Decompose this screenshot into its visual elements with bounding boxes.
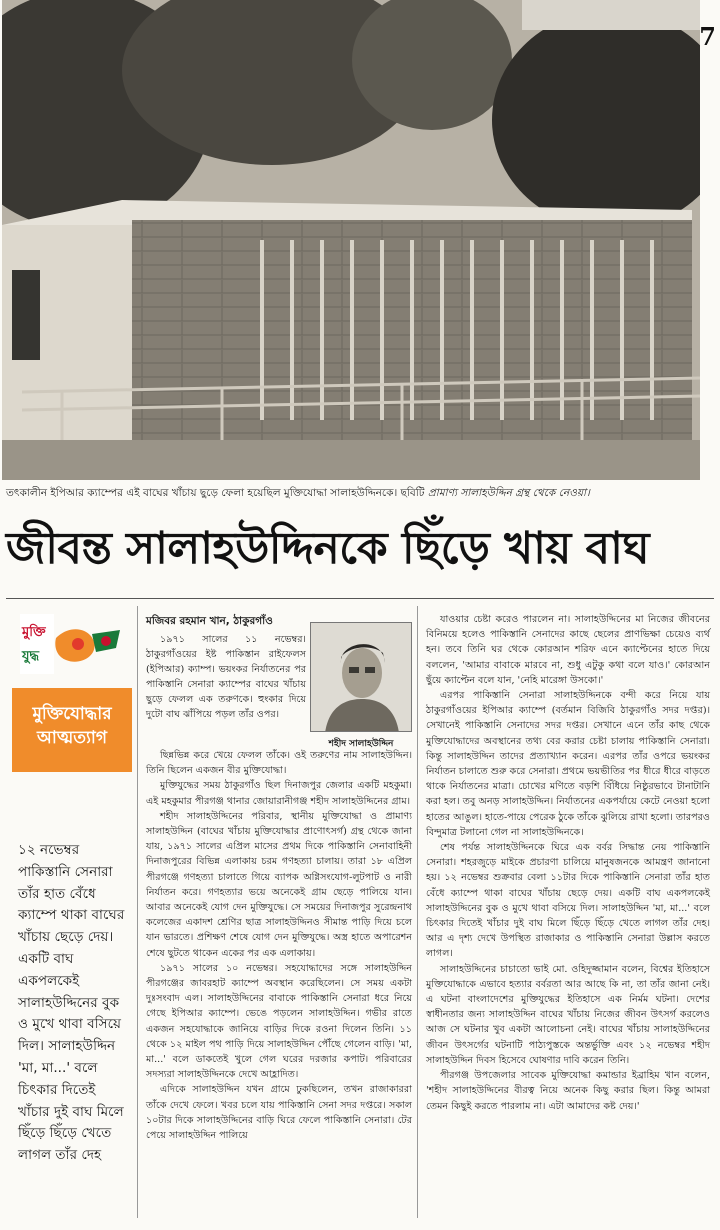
paragraph: এদিকে সালাহউদ্দিন যখন গ্রামে ঢুকছিলেন, তখন রাজাকাররা তাঁকে দেখে ফেলে। খবর চলে যায় পাকিস্তানি সেনা সদর দপ্তরে। সকাল ১০টার দিকে সালাহউদ্দিনের বাড়ি ঘিরে ফেলে পাকিস্তানি সেনারা। টের পেয়ে সালাহউদ্দিন পালিয়ে xyxy=(146,1084,412,1142)
divider xyxy=(6,598,714,599)
page-number: 7 xyxy=(699,22,716,51)
paragraph: মুক্তিযুদ্ধের সময় ঠাকুরগাঁও ছিল দিনাজপুর জেলার একটি মহকুমা। এই মহকুমার পীরগঞ্জ থানার জোয়ারানীগঞ্জ শহীদ সালাহউদ্দিনের গ্রাম। xyxy=(146,780,412,807)
logo-graphic xyxy=(20,614,132,678)
portrait-photo xyxy=(310,622,412,732)
photo-caption xyxy=(6,486,712,500)
headline-block xyxy=(6,508,714,590)
portrait-illustration xyxy=(311,623,412,732)
svg-text:মুক্তি: মুক্তি xyxy=(22,625,46,640)
caption-source: প্রামাণ্য সালাহউদ্দিন গ্রন্থ থেকে নেওয়া। xyxy=(427,487,590,499)
paragraph: শহীদ সালাহউদ্দিনের পরিবার, স্থানীয় মুক্তিযোদ্ধা ও প্রামাণ্য সালাহউদ্দিন (বাঘের খাঁচায় মুক্তিযোদ্ধার প্রাণোৎসর্গ) গ্রন্থ থেকে জানা যায়, ১৯৭১ সালের এপ্রিল মাসের প্রথম দিকে পাকিস্তানি সেনাবাহিনী দিনাজপুরের বিভিন্ন এলাকায় চরম গণহত্যা চালায়। তারা ১৮ এপ্রিল পীরগঞ্জে গণহত্যা চালাতে গিয়ে ব্যাপক অগ্নিসংযোগ-লুটপাট ও নারী নির্যাতন করে। গণহত্যার ভয়ে অনেকেই গ্রাম ছেড়ে পালিয়ে যান। আবার অনেকেই যোগ দেন মুক্তিযুদ্ধে। সে সময়ের দিনাজপুর সুরেন্দ্রনাথ কলেজের একাদশ শ্রেণির ছাত্র সালাহউদ্দিনও সীমান্ত পাড়ি দিয়ে চলে যান ভারতে। প্রশিক্ষণ শেষে যোগ দেন মুক্তিযুদ্ধে। অস্ত্র হাতে অপারেশন শেষে ছুটতে থাকেন একের পর এক এলাকায়। xyxy=(146,810,412,959)
tiger-cage-photo xyxy=(2,0,700,480)
portrait-caption: শহীদ সালাহউদ্দিন xyxy=(328,739,394,749)
badge-line-2: আত্মত্যাগ xyxy=(37,728,107,748)
paragraph: ছিন্নভিন্ন করে খেয়ে ফেলল তাঁকে। ওই তরুণের নাম সালাহউদ্দিন। তিনি ছিলেন একজন বীর মুক্তিযোদ্ধা। xyxy=(146,750,412,777)
muktijuddho-logo xyxy=(20,614,132,678)
paragraph: সালাহউদ্দিনের চাচাতো ভাই মো. ওহিদুজ্জামান বলেন, বিশ্বের ইতিহাসে মুক্তিযোদ্ধাকে এভাবে হত্যার বর্বরতা আর আছে কি না, তা তাঁর জানা নেই। এ ঘটনা বাংলাদেশের মুক্তিযুদ্ধের ইতিহাসে এক নির্মম ঘটনা। দেশের স্বাধীনতার জন্য সালাহউদ্দিন বাঘের খাঁচায় নিজের জীবন উৎসর্গ করলেও আজ সে ঘটনার খুব একটা আলোচনা নেই। বাঘের খাঁচায় সালাহউদ্দিনের জীবন উৎসর্গের ঘটনাটি পাঠ্যপুস্তকে অন্তর্ভুক্তি এবং ১২ নভেম্বর শহীদ সালাহউদ্দিন দিবস হিসেবে ঘোষণার দাবি করেন তিনি। xyxy=(426,963,710,1066)
paragraph: ১৯৭১ সালের ১১ নভেম্বর। ঠাকুরগাঁওয়ের ইষ্ট পাকিস্তান রাইফেলস (ইপিআর) ক্যাম্প। ভয়ংকর নির্যাতনের পর পাকিস্তানি সেনারা ক্যাম্পের বাঘের খাঁচায় ছুড়ে ফেলল এক তরুণকে। হুংকার দিয়ে দুটো বাঘ ঝাঁপিয়ে পড়ল তাঁর ওপর। xyxy=(146,634,306,720)
article-column-1 xyxy=(146,748,412,1143)
column-divider xyxy=(417,606,418,1218)
headline: জীবন্ত সালাহউদ্দিনকে ছিঁড়ে খায় বাঘ xyxy=(6,523,650,574)
paragraph: ১৯৭১ সালের ১০ নভেম্বর। সহযোদ্ধাদের সঙ্গে সালাহউদ্দিন পীরগঞ্জের জাবরহাট ক্যাম্পে অবস্থান করেছিলেন। সে সময় একটা দুঃসংবাদ এল। সালাহউদ্দিনের বাবাকে পাকিস্তানি সেনারা ধরে নিয়ে গেছে ইপিআর ক্যাম্পে। ভেঙে পড়লেন সালাহউদ্দিন। গভীর রাতে একজন সহযোদ্ধাকে জানিয়ে বাড়ির দিকে রওনা দিলেন তিনি। ১১ থেকে ১২ মাইল পথ পাড়ি দিয়ে সালাহউদ্দিন পৌঁছে গেলেন বাড়ি। 'মা, মা...' বলে ডাকতেই খুলে গেল ঘরের দরজার কপাট। পরিবারের সদস্যরা সালাহউদ্দিনকে দেখে আহ্লাদিত। xyxy=(146,962,412,1081)
section-badge xyxy=(12,688,132,772)
article-intro xyxy=(146,632,306,722)
paragraph: শেষ পর্যন্ত সালাহউদ্দিনকে ঘিরে এক বর্বর সিদ্ধান্ত নেয় পাকিস্তানি সেনারা। শহরজুড়ে মাইকে প্রচারণা চালিয়ে মানুষজনকে আমন্ত্রণ জানানো হয়। ১২ নভেম্বর শুক্রবার বেলা ১১টার দিকে পাকিস্তানি সেনারা তাঁর হাত বেঁধে ক্যাম্পে থাকা বাঘের খাঁচায় ছেড়ে দেয়। একটি বাঘ একপলকেই সালাহউদ্দিনের বুক ও মুখে থাবা বসিয়ে দিল। সালাহউদ্দিন 'মা, মা...' বলে চিৎকার দিতেই খাঁচার দুই বাঘ মিলে ছিঁড়ে ছিঁড়ে খেতে লাগল তাঁর দেহ। আর এ দৃশ্য দেখে উপস্থিত রাজাকার ও পাকিস্তানি সেনারা উল্লাস করতে লাগল। xyxy=(426,842,710,960)
pull-quote-text: ১২ নভেম্বর পাকিস্তানি সেনারা তাঁর হাত বেঁধে ক্যাম্পে থাকা বাঘের খাঁচায় ছেড়ে দেয়। একটি বাঘ একপলকেই সালাহউদ্দিনের বুক ও মুখে থাবা বসিয়ে দিল। সালাহউদ্দিন 'মা, মা...' বলে চিৎকার দিতেই খাঁচার দুই বাঘ মিলে ছিঁড়ে ছিঁড়ে খেতে লাগল তাঁর দেহ xyxy=(18,842,125,1164)
badge-line-1: মুক্তিযোদ্ধার xyxy=(32,704,112,724)
cage-photo-illustration xyxy=(2,0,700,480)
pull-quote xyxy=(18,840,130,1167)
caption-text: তৎকালীন ইপিআর ক্যাম্পের এই বাঘের খাঁচায় ছুড়ে ফেলা হয়েছিল মুক্তিযোদ্ধা সালাহউদ্দিনকে। ছবিটি xyxy=(6,487,428,499)
paragraph: পীরগঞ্জ উপজেলার সাবেক মুক্তিযোদ্ধা কমান্ডার ইব্রাহিম খান বলেন, 'শহীদ সালাহউদ্দিনের বীরত্ব নিয়ে অনেক কিছু করার ছিল। কিন্তু আমরা তেমন কিছুই করতে পারলাম না। এটা আমাদের কষ্ট দেয়।' xyxy=(426,1070,710,1112)
article-column-2 xyxy=(426,612,710,1114)
paragraph: যাওয়ার চেষ্টা করেও পারলেন না। সালাহউদ্দিনের মা নিজের জীবনের বিনিময়ে হলেও পাকিস্তানি সেনাদের কাছে ছেলের প্রাণভিক্ষা চেয়েও ব্যর্থ হন। তবে তিনি ঘর থেকে কোরআন শরিফ এনে ক্যাপ্টেনের হাতে দিয়ে বললেন, 'আমার বাবাকে মারবে না, শুধু এটুকু কথা বলে যাও।' কোরআন ছুঁয়ে ক্যাপ্টেন বলে যান, 'নেহি মারেঙ্গা উসকো।' xyxy=(426,614,710,686)
svg-text:যুদ্ধ: যুদ্ধ xyxy=(22,649,40,664)
byline: মজিবর রহমান খান, ঠাকুরগাঁও xyxy=(146,615,273,627)
paragraph: এরপর পাকিস্তানি সেনারা সালাহউদ্দিনকে বন্দী করে নিয়ে যায় ঠাকুরগাঁওয়ের ইপিআর ক্যাম্পে (বর্তমান বিজিবি ঠাকুরগাঁও সদর দপ্তর)। সেখানেই পাকিস্তানি সেনাদের সদর দপ্তর। সেখানে এনে তাঁর কাছ থেকে মুক্তিযোদ্ধাদের অবস্থানের তথ্য বের করার চেষ্টা চালায় পাকিস্তানি সেনারা। কিন্তু সালাহউদ্দিন তাদের প্রত্যাখ্যান করেন। এরপর তাঁর ওপরে ভয়ংকর নির্যাতন চালাতে শুরু করে সেনারা। প্রথমে ভয়ভীতির পর ধীরে ধীরে বাড়তে থাকে নির্যাতনের মাত্রা। চোখের মণিতে বড়শি বিঁধিয়ে নিষ্ঠুরভাবে টানাটানি করা হল। তবু অনড় সালাহউদ্দিন। নির্যাতনের একপর্যায়ে কেটে নেওয়া হলো হাতের আঙুল। হাতে-পায়ে পেরেক ঠুকে তাঁকে ঝুলিয়ে রাখা হলো। তারপরও বিন্দুমাত্র টলানো গেল না সালাহউদ্দিনকে। xyxy=(426,690,710,838)
column-divider xyxy=(137,606,138,1218)
